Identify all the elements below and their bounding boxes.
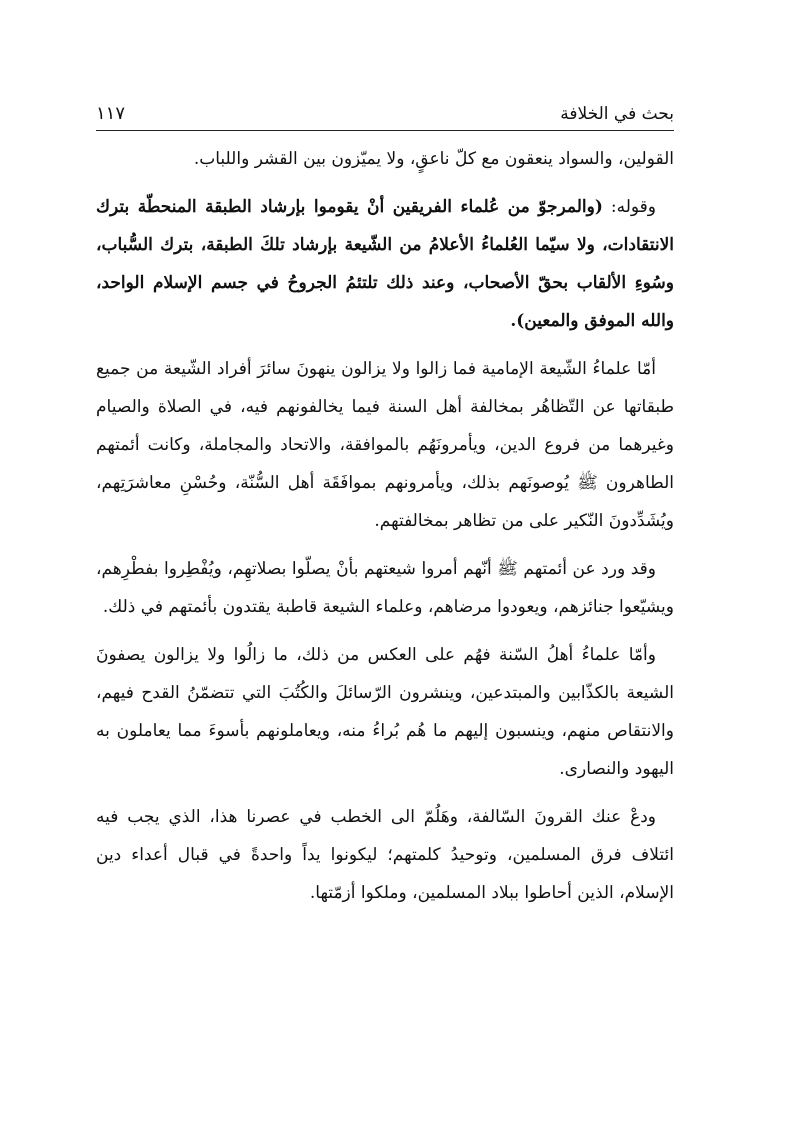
quote-text: (والمرجوّ من عُلماء الفريقين أنْ يقوموا بإرشاد الطبقة المنحطّة بترك الانتقادات، ولا سيّما العُلماءُ الأعلامُ من الشّيعة بإرشاد تلكَ الطبقة، بترك السُّباب، وسُوءِ الألقاب بحقّ الأصحاب، وعند ذلك تلتئمُ الجروحُ في جسم الإسلام الواحد، والله الموفق والمعين). xyxy=(96,197,674,331)
paragraph-5: وأمّا علماءُ أهلُ السّنة فهُم على العكس من ذلك، ما زالُوا ولا يزالون يصفونَ الشيعة بالكذّابين والمبتدعين، وينشرون الرّسائلَ والكُتُبَ التي تتضمّنُ القدح فيهم، والانتقاص منهم، وينسبون إليهم ما هُم بُراءُ منه، ويعاملونهم بأسوءَ مما يعاملون به اليهود والنصارى. xyxy=(96,645,674,779)
paragraph-3: أمّا علماءُ الشّيعة الإمامية فما زالوا ولا يزالون ينهونَ سائرَ أفراد الشّيعة من جميع طبقاتها عن التّظاهُر بمخالفة أهل السنة فيما يخالفونهم فيه، في الصلاة والصيام وغيرهما من فروع الدين، ويأمرونَهُم بالموافقة، والاتحاد والمجاملة، وكانت أئمتهم الطاهرون ﷺ يُوصونَهم بذلك، ويأمرونهم بموافَقَة أهل السُّنّة، وحُسْنِ معاشرَتِهم، ويُشَدِّدونَ النّكير على من تظاهر بمخالفتهم. xyxy=(96,359,675,531)
paragraph-4: وقد ورد عن أئمتهم ﷺ أنّهم أمروا شيعتهم بأنْ يصلّوا بصلاتهِم، ويُفْطِروا بفطْرِهم، ويشيّعوا جنائزهم، ويعودوا مرضاهم، وعلماء الشيعة قاطبة يقتدون بأئمتهم في ذلك. xyxy=(96,559,674,617)
page-body xyxy=(96,140,674,912)
paragraph-1: القولين، والسواد ينعقون مع كلّ ناعقٍ، ولا يميّزون بين القشر واللباب. xyxy=(193,149,674,169)
running-title: بحث في الخلافة xyxy=(560,104,674,124)
quote-intro: وقوله: xyxy=(602,197,656,217)
page-header xyxy=(96,96,674,131)
paragraph-6: ودعْ عنك القرونَ السّالفة، وهَلُمّ الى الخطب في عصرنا هذا، الذي يجب فيه ائتلاف فرق المسلمين، وتوحيدُ كلمتهم؛ ليكونوا يداً واحدةً في قبال أعداء دين الإسلام، الذين أحاطوا ببلاد المسلمين، وملكوا أزمّتها. xyxy=(96,807,674,903)
paragraph-2 xyxy=(96,188,674,340)
page-number: ١١٧ xyxy=(96,103,126,124)
